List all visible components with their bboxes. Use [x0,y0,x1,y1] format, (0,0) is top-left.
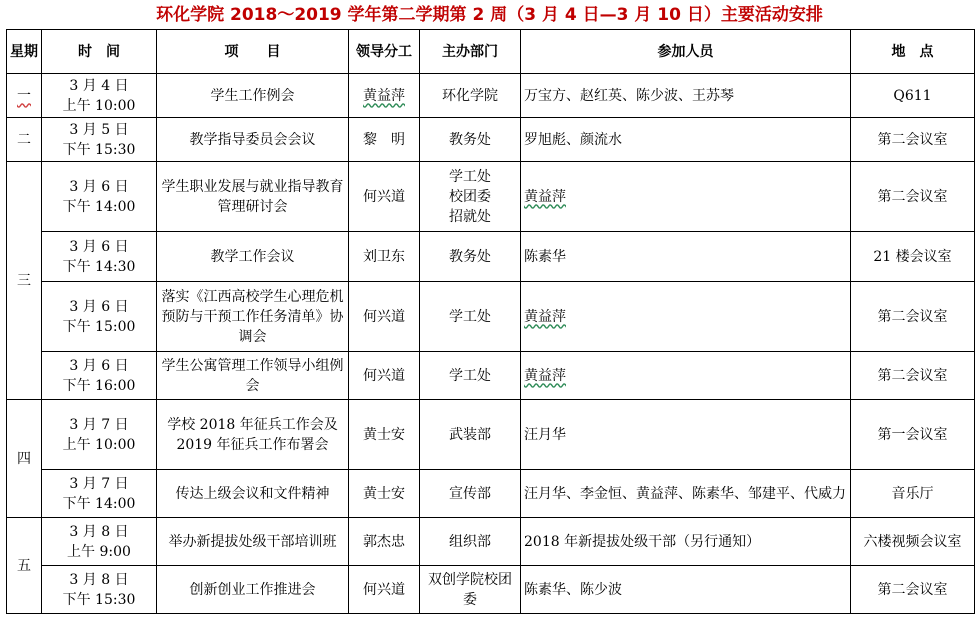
org-cell: 武装部 [420,400,521,470]
time-cell: 3 月 6 日 下午 16:00 [42,352,157,400]
place-cell: 音乐厅 [851,470,975,518]
time-cell: 3 月 4 日 上午 10:00 [42,74,157,118]
header-item: 项 目 [157,30,349,74]
time-cell: 3 月 5 日 下午 15:30 [42,118,157,162]
table-row [7,566,975,614]
table-row [7,162,975,232]
people-cell: 汪月华 [521,400,851,470]
time-cell: 3 月 8 日 下午 15:30 [42,566,157,614]
table-row [7,232,975,282]
header-place: 地 点 [851,30,975,74]
people-cell: 万宝方、赵红英、陈少波、王苏琴 [521,74,851,118]
table-row [7,74,975,118]
table-row [7,518,975,566]
item-cell: 教学工作会议 [157,232,349,282]
table-row [7,470,975,518]
time-cell: 3 月 7 日 下午 14:00 [42,470,157,518]
page-title: 环化学院 2018～2019 学年第二学期第 2 周（3 月 4 日—3 月 10 日）主要活动安排 [156,5,823,25]
leader-cell: 何兴道 [349,566,420,614]
header-day: 星期 [7,30,42,74]
place-cell: 六楼视频会议室 [851,518,975,566]
place-cell: 第二会议室 [851,162,975,232]
people-cell: 黄益萍 [521,282,851,352]
time-cell: 3 月 6 日 下午 15:00 [42,282,157,352]
org-cell: 学工处 [420,282,521,352]
header-leader: 领导分工 [349,30,420,74]
table-row [7,352,975,400]
day-cell: 五 [7,518,42,614]
time-cell: 3 月 6 日 下午 14:30 [42,232,157,282]
item-cell: 传达上级会议和文件精神 [157,470,349,518]
table-row [7,118,975,162]
place-cell: 第一会议室 [851,400,975,470]
org-cell: 教务处 [420,232,521,282]
org-cell: 宣传部 [420,470,521,518]
leader-cell: 黄士安 [349,400,420,470]
item-cell: 学生工作例会 [157,74,349,118]
people-cell: 黄益萍 [521,162,851,232]
header-time: 时 间 [42,30,157,74]
day-cell: 四 [7,400,42,518]
item-cell: 落实《江西高校学生心理危机预防与干预工作任务清单》协调会 [157,282,349,352]
day-cell: 二 [7,118,42,162]
org-cell: 教务处 [420,118,521,162]
org-cell: 组织部 [420,518,521,566]
time-cell: 3 月 7 日 上午 10:00 [42,400,157,470]
place-cell: 21 楼会议室 [851,232,975,282]
time-cell: 3 月 6 日 下午 14:00 [42,162,157,232]
item-cell: 举办新提拔处级干部培训班 [157,518,349,566]
place-cell: 第二会议室 [851,566,975,614]
people-cell: 汪月华、李金恒、黄益萍、陈素华、邹建平、代威力 [521,470,851,518]
place-cell: 第二会议室 [851,118,975,162]
day-cell: 三 [7,162,42,400]
day-cell: 一 [7,74,42,118]
org-cell: 双创学院校团委 [420,566,521,614]
leader-cell: 刘卫东 [349,232,420,282]
people-cell: 黄益萍 [521,352,851,400]
place-cell: 第二会议室 [851,352,975,400]
leader-cell: 黎 明 [349,118,420,162]
leader-cell: 何兴道 [349,282,420,352]
people-cell: 陈素华 [521,232,851,282]
leader-cell: 郭杰忠 [349,518,420,566]
time-cell: 3 月 8 日 上午 9:00 [42,518,157,566]
schedule-table [6,29,975,614]
org-cell: 学工处 校团委 招就处 [420,162,521,232]
item-cell: 学生职业发展与就业指导教育管理研讨会 [157,162,349,232]
place-cell: Q611 [851,74,975,118]
table-row [7,400,975,470]
people-cell: 陈素华、陈少波 [521,566,851,614]
org-cell: 学工处 [420,352,521,400]
item-cell: 教学指导委员会会议 [157,118,349,162]
place-cell: 第二会议室 [851,282,975,352]
people-cell: 2018 年新提拔处级干部（另行通知） [521,518,851,566]
org-cell: 环化学院 [420,74,521,118]
leader-cell: 何兴道 [349,352,420,400]
table-row [7,282,975,352]
header-people: 参加人员 [521,30,851,74]
leader-cell: 何兴道 [349,162,420,232]
item-cell: 创新创业工作推进会 [157,566,349,614]
leader-cell: 黄益萍 [349,74,420,118]
item-cell: 学生公寓管理工作领导小组例会 [157,352,349,400]
leader-cell: 黄士安 [349,470,420,518]
people-cell: 罗旭彪、颜流水 [521,118,851,162]
item-cell: 学校 2018 年征兵工作会及 2019 年征兵工作布署会 [157,400,349,470]
header-org: 主办部门 [420,30,521,74]
header-row [7,30,975,74]
